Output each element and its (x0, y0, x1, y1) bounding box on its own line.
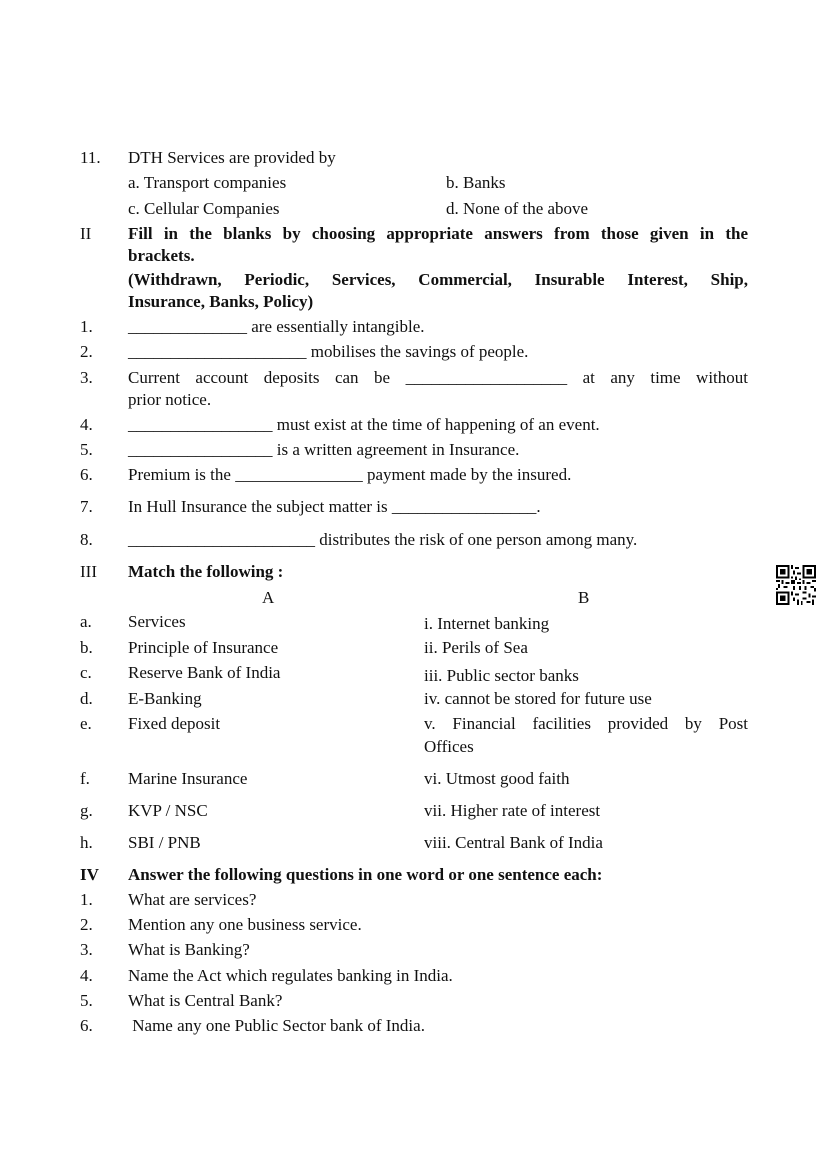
fill-item-text: _____________________ mobilises the savings of people. (128, 342, 529, 361)
match-row-letter: a. (80, 612, 92, 631)
match-row-b: iii. Public sector banks (424, 666, 579, 685)
match-row-letter: c. (80, 663, 92, 682)
section2-choices-line2: Insurance, Banks, Policy) (128, 292, 314, 311)
column-a-header: A (262, 588, 275, 607)
match-row-letter: b. (80, 638, 93, 657)
match-row-a: Fixed deposit (128, 714, 221, 733)
section3-heading: Match the following : (128, 562, 284, 581)
section2-heading-line1: Fill in the blanks by choosing appropriate answers from those given in the (128, 224, 748, 243)
fill-item-text: Current account deposits can be ___________________ at any time without (128, 368, 748, 387)
match-row-letter: f. (80, 769, 90, 788)
answer-item-text: Mention any one business service. (128, 915, 362, 934)
match-row-a: E-Banking (128, 689, 202, 708)
fill-item-number: 6. (80, 465, 93, 484)
match-row-a: KVP / NSC (128, 801, 208, 820)
match-row-a: SBI / PNB (128, 833, 201, 852)
section2-choices-line1: (Withdrawn, Periodic, Services, Commercial, Insurable Interest, Ship, (128, 270, 748, 289)
match-row-b: v. Financial facilities provided by Post (424, 714, 748, 733)
fill-item-number: 7. (80, 497, 93, 516)
section4-heading: Answer the following questions in one word or one sentence each: (128, 865, 603, 884)
answer-item-text: What are services? (128, 890, 257, 909)
q11-number: 11. (80, 148, 101, 167)
match-row-b: iv. cannot be stored for future use (424, 689, 652, 708)
fill-item-number: 1. (80, 317, 93, 336)
answer-item-text: What is Central Bank? (128, 991, 283, 1010)
answer-item-text: Name any one Public Sector bank of India. (128, 1016, 425, 1035)
answer-item-number: 5. (80, 991, 93, 1010)
q11-question: DTH Services are provided by (128, 148, 336, 167)
fill-item-text-continued: prior notice. (128, 390, 212, 409)
answer-item-number: 4. (80, 966, 93, 985)
match-row-b: i. Internet banking (424, 614, 550, 633)
match-row-letter: e. (80, 714, 92, 733)
qr-code-icon (776, 565, 816, 605)
match-row-a: Services (128, 612, 186, 631)
answer-item-text: Name the Act which regulates banking in India. (128, 966, 453, 985)
match-row-letter: h. (80, 833, 93, 852)
answer-item-number: 2. (80, 915, 93, 934)
answer-item-number: 1. (80, 890, 93, 909)
fill-item-text: _________________ is a written agreement in Insurance. (128, 440, 520, 459)
match-row-letter: d. (80, 689, 93, 708)
section2-number: II (80, 224, 92, 243)
q11-option-c: c. Cellular Companies (128, 199, 280, 218)
fill-item-number: 8. (80, 530, 93, 549)
match-row-b-continued: Offices (424, 737, 474, 756)
fill-item-number: 2. (80, 342, 93, 361)
fill-item-number: 3. (80, 368, 93, 387)
match-row-b: vi. Utmost good faith (424, 769, 570, 788)
match-row-a: Principle of Insurance (128, 638, 279, 657)
answer-item-number: 6. (80, 1016, 93, 1035)
match-row-a: Marine Insurance (128, 769, 248, 788)
q11-option-b: b. Banks (446, 173, 506, 192)
column-b-header: B (578, 588, 590, 607)
section3-number: III (80, 562, 97, 581)
fill-item-number: 5. (80, 440, 93, 459)
match-row-b: vii. Higher rate of interest (424, 801, 601, 820)
match-row-a: Reserve Bank of India (128, 663, 281, 682)
match-row-b: ii. Perils of Sea (424, 638, 528, 657)
fill-item-text: In Hull Insurance the subject matter is _________________. (128, 497, 541, 516)
fill-item-text: _________________ must exist at the time of happening of an event. (128, 415, 600, 434)
answer-item-text: What is Banking? (128, 940, 250, 959)
fill-item-text: ______________________ distributes the risk of one person among many. (128, 530, 638, 549)
fill-item-text: Premium is the _______________ payment made by the insured. (128, 465, 572, 484)
fill-item-number: 4. (80, 415, 93, 434)
section2-heading-line2: brackets. (128, 246, 195, 265)
section4-number: IV (80, 865, 99, 884)
q11-option-a: a. Transport companies (128, 173, 287, 192)
match-row-letter: g. (80, 801, 93, 820)
match-row-b: viii. Central Bank of India (424, 833, 603, 852)
q11-option-d: d. None of the above (446, 199, 589, 218)
fill-item-text: ______________ are essentially intangible. (128, 317, 425, 336)
answer-item-number: 3. (80, 940, 93, 959)
